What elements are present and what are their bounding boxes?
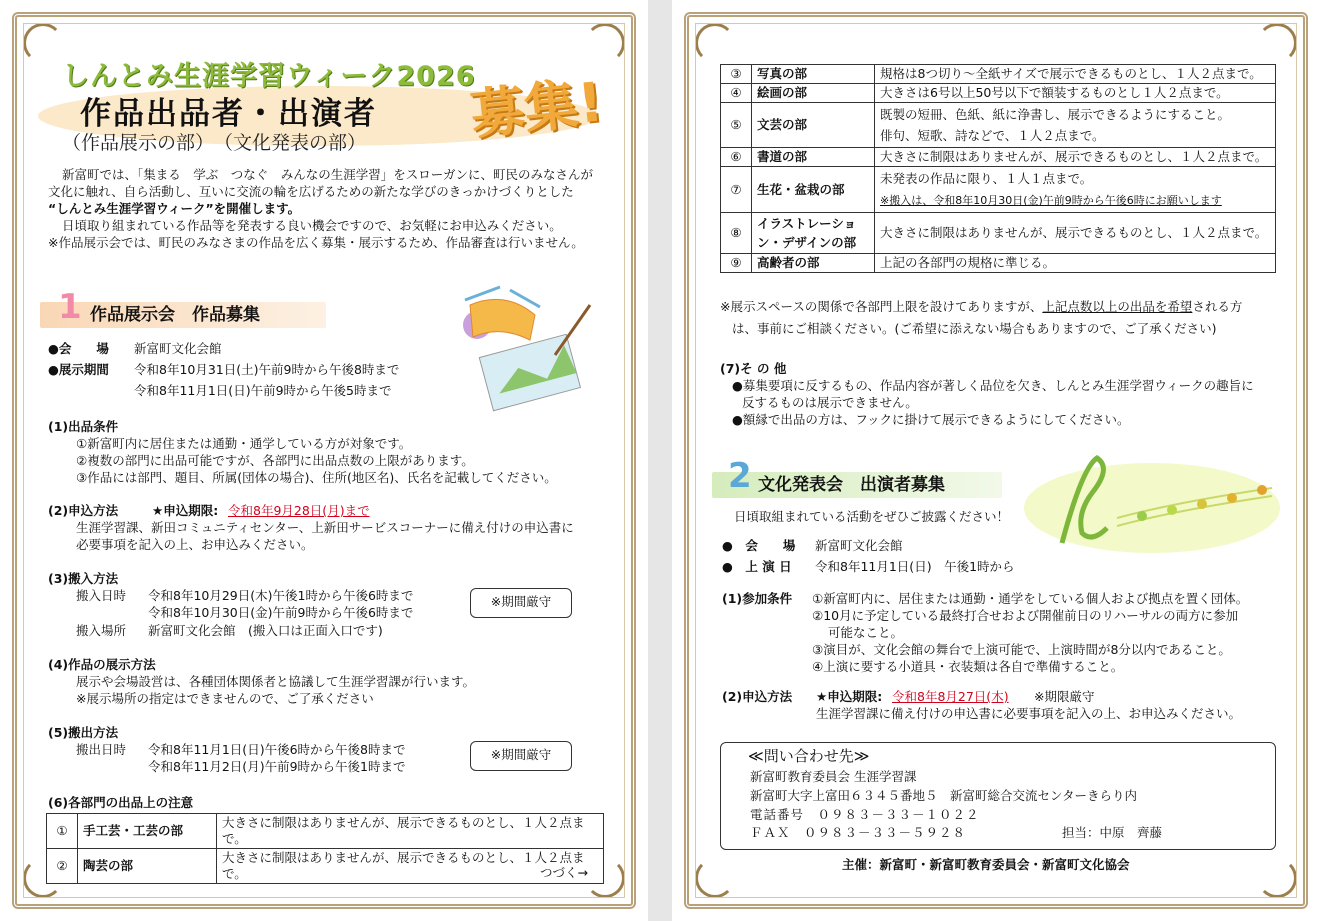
carry-in-place-label: 搬入場所 <box>76 623 127 638</box>
section-number: 2 <box>728 456 752 496</box>
subsection-heading: (7)そ の 他 <box>720 361 787 376</box>
subsection-heading: (2)申込方法 <box>48 503 119 518</box>
section-title: 文化発表会 出演者募集 <box>758 475 945 495</box>
corner-ornament <box>695 23 735 63</box>
category-number: ④ <box>721 84 752 103</box>
rule-line: 既製の短冊、色紙、紙に浄書し、展示できるようにすること。 <box>880 107 1231 122</box>
display-body: ※展示場所の指定はできませんので、ご了承ください <box>76 691 374 706</box>
table-row <box>721 65 1276 84</box>
sponsors: 主催：新富町・新富町教育委員会・新富町文化協会 <box>842 857 1130 872</box>
category-number: ② <box>47 849 78 884</box>
category-rule: 大きさに制限はありませんが、展示できるものとし、１人２点まで。 <box>217 814 604 849</box>
contact-phone: 電話番号 ０９８３－３３－１０２２ <box>750 807 980 822</box>
table-row <box>721 213 1276 254</box>
section-title: 作品展示会 作品募集 <box>90 305 260 325</box>
condition-item: ④上演に要する小道具・衣装類は各自で準備すること。 <box>812 659 1124 674</box>
display-body: 展示や会場設営は、各種団体関係者と協議して生涯学習課が行います。 <box>76 674 476 689</box>
venue-value: 新富町文化会館 <box>134 341 222 356</box>
condition-item: ③演目が、文化会館の舞台で上演可能で、上演時間が8分以内であること。 <box>812 642 1231 657</box>
left-page <box>0 0 648 921</box>
contact-org: 新富町教育委員会 生涯学習課 <box>750 769 917 784</box>
table-row <box>47 849 604 884</box>
category-rule: 規格は8つ切り～全紙サイズで展示できるものとし、１人２点まで。 <box>875 65 1276 84</box>
rule-line: 未発表の作品に限り、１人１点まで。 <box>880 171 1093 186</box>
period-value: 令和8年11月1日(日)午前9時から午後5時まで <box>134 383 392 398</box>
condition-item: ②10月に予定している最終打合せおよび開催前日のリハーサルの両方に参加 <box>812 608 1239 623</box>
intro-line: 日頃取り組まれている作品等を発表する良い機会ですので、お気軽にお申込みください。 <box>62 218 562 233</box>
corner-ornament <box>695 858 735 898</box>
category-number: ⑨ <box>721 254 752 273</box>
category-table <box>46 813 604 884</box>
condition-item: ②複数の部門に出品可能ですが、各部門に出品点数の上限があります。 <box>76 453 474 468</box>
period-label: ●展示期間 <box>48 362 109 377</box>
corner-ornament <box>1257 23 1297 63</box>
corner-ornament <box>23 23 63 63</box>
category-rule: 大きさに制限はありませんが、展示できるものとし、１人２点まで。 <box>875 148 1276 167</box>
category-number: ⑦ <box>721 167 752 213</box>
category-table <box>720 64 1276 273</box>
venue-label: ● 会 場 <box>722 538 796 553</box>
recruit-headline: 募集! <box>467 70 606 147</box>
condition-item: 可能なこと。 <box>828 625 904 640</box>
category-number: ⑥ <box>721 148 752 167</box>
subsection-heading: (4)作品の展示方法 <box>48 657 156 672</box>
rule-line: 俳句、短歌、詩などで、１人２点まで。 <box>880 128 1105 143</box>
table-row <box>47 814 604 849</box>
contact-staff: 担当：中原 齊藤 <box>1062 825 1163 840</box>
strict-badge: ※期間厳守 <box>470 588 572 618</box>
right-page <box>672 0 1320 921</box>
deadline-label: ★申込期限: <box>816 689 883 704</box>
craft-illustration <box>455 285 595 415</box>
space-note <box>720 298 1242 315</box>
apply-body: 必要事項を記入の上、お申込みください。 <box>76 537 314 552</box>
venue-label: ●会 場 <box>48 341 109 356</box>
subsection-heading: (1)参加条件 <box>722 591 793 606</box>
condition-item: ③作品には部門、題目、所属(団体の場合)、住所(地区名)、氏名を記載してください。 <box>76 470 557 485</box>
other-item: ●額縁で出品の方は、フックに掛けて展示できるようにしてください。 <box>732 412 1130 427</box>
category-name: 絵画の部 <box>752 84 875 103</box>
date-value: 令和8年11月1日(日) 午後1時から <box>815 559 1015 574</box>
category-number: ⑤ <box>721 103 752 148</box>
table-row <box>721 148 1276 167</box>
condition-item: ①新富町内に、居住または通勤・通学をしている個人および拠点を置く団体。 <box>812 591 1249 606</box>
space-note: は、事前にご相談ください。(ご希望に添えない場合もありますので、ご了承ください) <box>732 321 1217 336</box>
deadline-label: ★申込期限: <box>152 503 219 518</box>
page-title: 作品出品者・出演者 <box>80 96 377 132</box>
event-title: しんとみ生涯学習ウィーク2026 <box>62 61 476 92</box>
other-item: 反するものは展示できません。 <box>742 395 918 410</box>
intro-line: ※作品展示会では、町民のみなさまの作品を広く募集・展示するため、作品審査は行いません。 <box>48 235 584 250</box>
carry-out-date: 令和8年11月2日(月)午前9時から午後1時まで <box>148 759 406 774</box>
deadline-date: 令和8年8月27日(木) <box>892 689 1009 704</box>
carry-in-place: 新富町文化会館 (搬入口は正面入口です) <box>148 623 383 638</box>
category-name: イラストレーション・デザインの部 <box>752 213 875 254</box>
subsection-heading: (3)搬入方法 <box>48 571 119 586</box>
intro-line: 新富町では、「集まる 学ぶ つなぐ みんなの生涯学習」をスローガンに、町民のみなさんが <box>62 167 594 182</box>
music-illustration <box>1022 448 1282 558</box>
continue-note: つづく→ <box>540 865 588 880</box>
subsection-heading: (2)申込方法 <box>722 689 793 704</box>
rule-note: ※搬入は、令和8年10月30日(金)午前9時から午後6時にお願いします <box>880 194 1222 207</box>
table-row <box>721 84 1276 103</box>
category-name: 書道の部 <box>752 148 875 167</box>
category-number: ① <box>47 814 78 849</box>
category-rule <box>875 167 1276 213</box>
category-number: ③ <box>721 65 752 84</box>
subsection-heading: (6)各部門の出品上の注意 <box>48 795 194 810</box>
category-rule <box>875 103 1276 148</box>
contact-fax: ＦＡＸ ０９８３－３３－５９２８ <box>750 825 967 840</box>
category-rule: 大きさに制限はありませんが、展示できるものとし、１人２点まで。 <box>217 849 604 884</box>
carry-out-label: 搬出日時 <box>76 742 127 757</box>
category-name: 文芸の部 <box>752 103 875 148</box>
intro-line: 文化に触れ、自ら活動し、互いに交流の輪を広げるための新たな学びのきっかけづくりとした <box>48 184 574 199</box>
category-rule: 大きさに制限はありませんが、展示できるものとし、１人２点まで。 <box>875 213 1276 254</box>
strict-badge: ※期間厳守 <box>470 741 572 771</box>
carry-out-date: 令和8年11月1日(日)午後6時から午後8時まで <box>148 742 406 757</box>
corner-ornament <box>585 23 625 63</box>
section-number: 1 <box>58 287 82 327</box>
category-number: ⑧ <box>721 213 752 254</box>
page-subtitle: （作品展示の部） （文化発表の部） <box>62 132 367 154</box>
contact-heading: ≪問い合わせ先≫ <box>748 747 870 765</box>
condition-item: ①新富町内に居住または通勤・通学している方が対象です。 <box>76 436 412 451</box>
carry-in-date: 令和8年10月30日(金)午前9時から午後6時まで <box>148 605 414 620</box>
period-value: 令和8年10月31日(土)午前9時から午後8時まで <box>134 362 400 377</box>
date-label: ● 上 演 日 <box>722 559 792 574</box>
other-item: ●募集要項に反するもの、作品内容が著しく品位を欠き、しんとみ生涯学習ウィークの趣旨に <box>732 378 1254 393</box>
subsection-heading: (1)出品条件 <box>48 419 119 434</box>
deadline-strict: ※期限厳守 <box>1034 689 1095 704</box>
contact-address: 新富町大字上富田６３４５番地５ 新富町総合交流センターきらり内 <box>750 788 1138 803</box>
corner-ornament <box>1257 858 1297 898</box>
space-note-part: ※展示スペースの関係で各部門上限を設けてありますが、 <box>720 299 1043 314</box>
category-name: 写真の部 <box>752 65 875 84</box>
category-name: 陶芸の部 <box>78 849 217 884</box>
category-name: 高齢者の部 <box>752 254 875 273</box>
category-rule: 大きさは6号以上50号以下で額装するものとし１人２点まで。 <box>875 84 1276 103</box>
space-note-emphasis: 上記点数以上の出品を希望 <box>1042 299 1193 314</box>
table-row <box>721 254 1276 273</box>
category-rule: 上記の各部門の規格に準じる。 <box>875 254 1276 273</box>
section-lead: 日頃取組まれている活動をぜひご披露ください！ <box>734 509 1010 524</box>
carry-in-label: 搬入日時 <box>76 588 127 603</box>
carry-in-date: 令和8年10月29日(木)午後1時から午後6時まで <box>148 588 414 603</box>
table-row <box>721 103 1276 148</box>
apply-body: 生涯学習課、新田コミュニティセンター、上新田サービスコーナーに備え付けの申込書に <box>76 520 574 535</box>
subsection-heading: (5)搬出方法 <box>48 725 119 740</box>
category-name: 生花・盆栽の部 <box>752 167 875 213</box>
category-name: 手工芸・工芸の部 <box>78 814 217 849</box>
table-row <box>721 167 1276 213</box>
intro-line: “しんとみ生涯学習ウィーク”を開催します。 <box>48 201 301 216</box>
venue-value: 新富町文化会館 <box>815 538 903 553</box>
apply-body: 生涯学習課に備え付けの申込書に必要事項を記入の上、お申込みください。 <box>816 706 1242 721</box>
deadline-date: 令和8年9月28日(月)まで <box>228 503 370 518</box>
space-note-part: される方 <box>1192 299 1243 314</box>
